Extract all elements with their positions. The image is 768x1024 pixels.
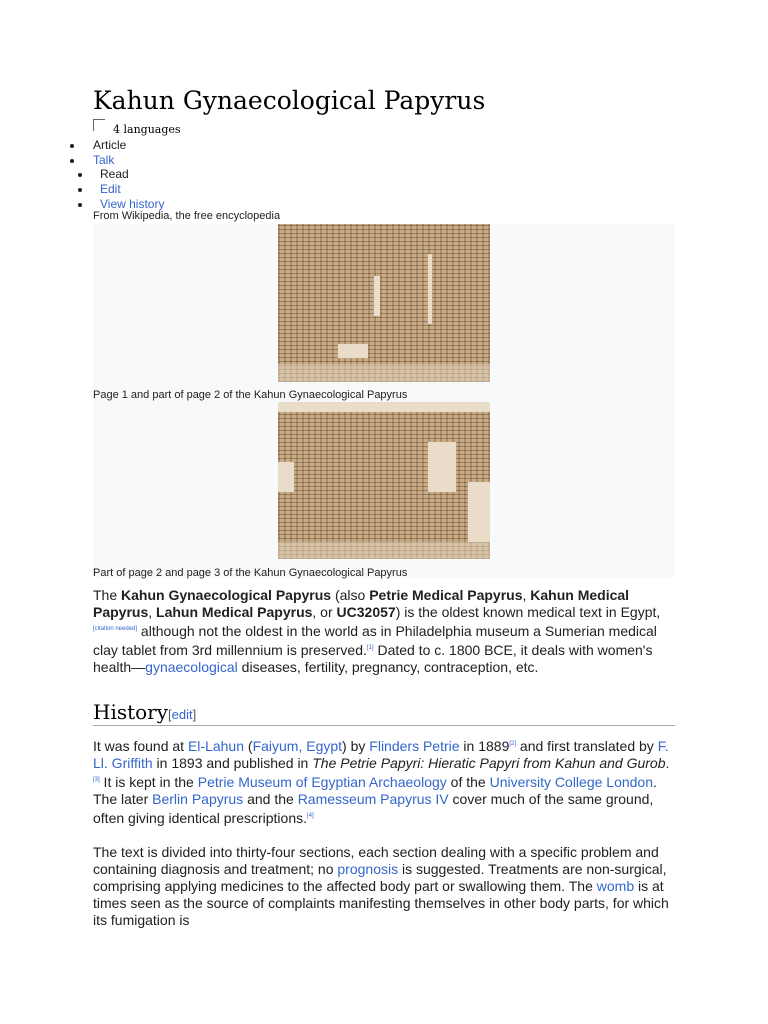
site-tagline: From Wikipedia, the free encyclopedia — [93, 210, 281, 222]
history-heading: History — [93, 700, 169, 724]
ramesseum-papyrus-link[interactable]: Ramesseum Papyrus IV — [297, 791, 449, 807]
figure-2-caption: Part of page 2 and page 3 of the Kahun Gynaecological Papyrus — [93, 567, 408, 579]
tab-view-history[interactable]: View history — [100, 197, 165, 211]
citation-needed-link[interactable]: [citation needed] — [93, 626, 138, 632]
petrie-museum-link[interactable]: Petrie Museum of Egyptian Archaeology — [197, 774, 447, 790]
history-paragraph-2: The text is divided into thirty-four sections, each section dealing with a specific problem and containing diagnosis and treatment; no prognosis is suggested. Treatments are non-surgical, comprising applying medicines to the affected body part or swallowing them. The womb is at times seen as the source of complaints manifesting themselves in other body parts, for which its fumigation is — [93, 844, 669, 928]
flinders-petrie-link[interactable]: Flinders Petrie — [369, 738, 460, 754]
womb-link[interactable]: womb — [596, 878, 635, 894]
view-tabs — [100, 167, 164, 212]
language-count[interactable]: 4 languages — [113, 123, 181, 136]
gynaecological-link[interactable]: gynaecological — [145, 659, 238, 675]
history-paragraph-1: It was found at El-Lahun (Faiyum, Egypt) by Flinders Petrie in 1889[2] and first translated by F. Ll. Griffith in 1893 and published in The Petrie Papyri: Hieratic Papyri from Kahun and Gurob.[3] It is kept in the Petrie Museum of Egyptian Archaeology of the University College London. The later Berlin Papyrus and the Ramesseum Papyrus IV cover much of the same ground, often giving identical prescriptions.[4] — [93, 738, 670, 826]
citation-link[interactable]: [1] — [366, 645, 374, 651]
citation-link[interactable]: [2] — [509, 741, 517, 747]
language-icon — [93, 119, 105, 131]
griffith-link[interactable]: F. Ll. Griffith — [93, 738, 669, 771]
tab-article[interactable]: Article — [93, 138, 127, 152]
intro-paragraph: The Kahun Gynaecological Papyrus (also Petrie Medical Papyrus, Kahun Medical Papyrus, Lahun Medical Papyrus, or UC32057) is the oldest known medical text in Egypt,[citation needed] although not the oldest in the world as in Philadelphia museum a Sumerian medical clay tablet from 3rd millennium is preserved.[1] Dated to c. 1800 BCE, it deals with women's health—gynaecological diseases, fertility, pregnancy, contraception, etc. — [93, 587, 661, 675]
citation-link[interactable]: [3] — [93, 777, 100, 783]
namespace-tabs — [93, 138, 126, 168]
figure-1-caption: Page 1 and part of page 2 of the Kahun Gynaecological Papyrus — [93, 389, 408, 401]
papyrus-image-1[interactable] — [278, 224, 490, 382]
ucl-link[interactable]: University College London — [489, 774, 654, 790]
tab-read[interactable]: Read — [100, 167, 164, 182]
berlin-papyrus-link[interactable]: Berlin Papyrus — [152, 791, 244, 807]
figure-1 — [93, 224, 675, 404]
tab-edit[interactable]: Edit — [100, 182, 164, 197]
prognosis-link[interactable]: prognosis — [337, 861, 399, 877]
figure-2 — [93, 402, 675, 578]
faiyum-link[interactable]: Faiyum, Egypt — [252, 738, 343, 754]
tab-talk[interactable]: Talk — [93, 153, 126, 168]
page-title: Kahun Gynaecological Papyrus — [93, 86, 486, 115]
language-selector[interactable] — [93, 118, 181, 136]
el-lahun-link[interactable]: El-Lahun — [187, 738, 244, 754]
citation-link[interactable]: [4] — [307, 813, 314, 819]
history-section-header: History[edit] — [93, 700, 675, 726]
history-edit-link[interactable]: edit — [171, 707, 193, 722]
papyrus-image-2[interactable] — [278, 402, 490, 559]
